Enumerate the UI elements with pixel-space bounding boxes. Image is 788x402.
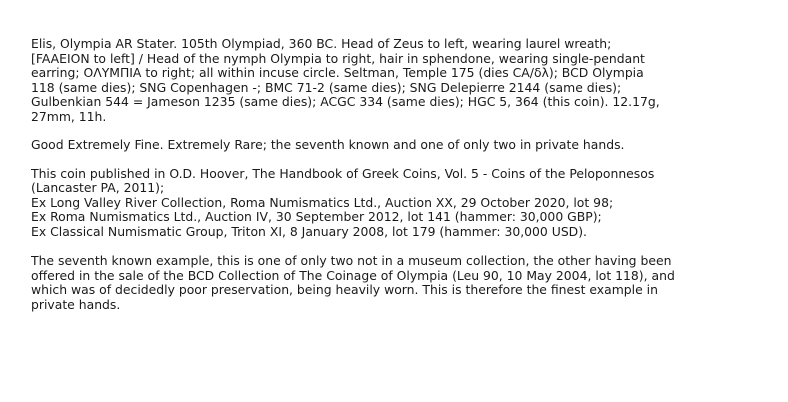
text-line: This coin published in O.D. Hoover, The Handbook of Greek Coins, Vol. 5 - Coins of the Peloponnesos: [31, 165, 655, 181]
text-line: offered in the sale of the BCD Collection of The Coinage of Olympia (Leu 90, 10 May 2004, lot 118), and: [31, 267, 675, 283]
text-line: [FAAEION to left] / Head of the nymph Olympia to right, hair in sphendone, wearing single-pendant: [31, 50, 645, 66]
grade-paragraph: [31, 138, 776, 153]
provenance-paragraph: [31, 167, 776, 240]
text-line: (Lancaster PA, 2011);: [31, 180, 165, 195]
text-line: Gulbenkian 544 = Jameson 1235 (same dies); ACGC 334 (same dies); HGC 5, 364 (this coin). 12.17g,: [31, 94, 660, 109]
text-line: Ex Roma Numismatics Ltd., Auction IV, 30 September 2012, lot 141 (hammer: 30,000 GBP);: [31, 209, 602, 224]
text-line: 27mm, 11h.: [31, 108, 107, 124]
note-paragraph: [31, 254, 776, 312]
text-line: Ex Long Valley River Collection, Roma Numismatics Ltd., Auction XX, 29 October 2020, lot 98;: [31, 194, 614, 210]
text-line: 118 (same dies); SNG Copenhagen -; BMC 71-2 (same dies); SNG Delepierre 2144 (same dies);: [31, 79, 622, 95]
description-paragraph: [31, 37, 776, 124]
text-line: Good Extremely Fine. Extremely Rare; the seventh known and one of only two in private hands.: [31, 137, 625, 152]
coin-description-document: [31, 37, 776, 312]
text-line: Ex Classical Numismatic Group, Triton XI, 8 January 2008, lot 179 (hammer: 30,000 USD).: [31, 223, 587, 239]
text-line: earring; ΟΛΥΜΠΙΑ to right; all within incuse circle. Seltman, Temple 175 (dies CA/δλ); BCD Olympia: [31, 65, 644, 80]
text-line: The seventh known example, this is one of only two not in a museum collection, the other having been: [31, 253, 672, 268]
text-line: Elis, Olympia AR Stater. 105th Olympiad, 360 BC. Head of Zeus to left, wearing laurel wreath;: [31, 36, 612, 51]
text-line: which was of decidedly poor preservation, being heavily worn. This is therefore the finest example in: [31, 282, 658, 297]
text-line: private hands.: [31, 296, 121, 312]
